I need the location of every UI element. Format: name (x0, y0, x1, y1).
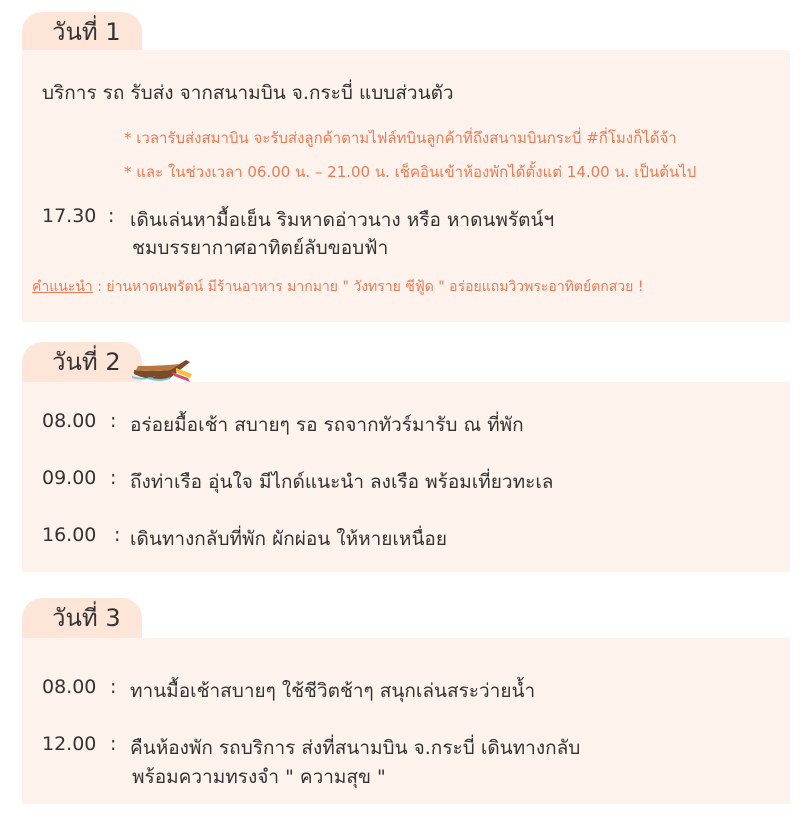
day2-item-2-time: 09.00 (42, 467, 97, 489)
day1-tip-text: : ย่านหาดนพรัตน์ มีร้านอาหาร มากมาย " วังทราย ซีฟู้ด " อร่อยแถมวิวพระอาทิตย์ตกสวย ! (92, 279, 644, 295)
day2-box (22, 382, 790, 572)
day1-tip (32, 276, 643, 298)
day3-item-2-desc: คืนห้องพัก รถบริการ ส่งที่สนามบิน จ.กระบี่ เดินทางกลับ (130, 737, 581, 759)
day2-item-3 (22, 524, 790, 550)
day2-item-1 (22, 410, 790, 436)
day1-note-2: * และ ในช่วงเวลา 06.00 น. – 21.00 น. เช็คอินเข้าห้องพักได้ตั้งแต่ 14.00 น. เป็นต้นไป (124, 163, 697, 181)
day3-item-2-desc2: พร้อมความทรงจำ " ความสุข " (132, 766, 386, 788)
day1-item-1-colon: : (108, 205, 115, 227)
day3-item-2-colon: : (110, 733, 117, 755)
day1-tip-label: คำแนะนำ (32, 279, 93, 295)
day2-item-2-desc: ถึงท่าเรือ อุ่นใจ มีไกด์แนะนำ ลงเรือ พร้อมเที่ยวทะเล (130, 471, 554, 493)
day1-box (22, 50, 790, 322)
day2-item-3-desc: เดินทางกลับที่พัก ผักผ่อน ให้หายเหนื่อย (130, 528, 447, 550)
day2-item-3-time: 16.00 (42, 524, 97, 546)
day2-item-1-time: 08.00 (42, 410, 97, 432)
day3-item-1-colon: : (110, 676, 117, 698)
day2-item-3-colon: : (114, 524, 121, 546)
day1-note-1: * เวลารับส่งสมาบิน จะรับส่งลูกค้าตามไฟล์ทบินลูกค้าที่ถึงสนามบินกระบี่ #กี่โมงก็ได้จ้า (124, 129, 677, 147)
day1-item-1-desc2: ชมบรรยากาศอาทิตย์ลับขอบฟ้า (132, 237, 389, 259)
day2-item-2 (22, 467, 790, 493)
day3-item-1-desc: ทานมื้อเช้าสบายๆ ใช้ชีวิตช้าๆ สนุกเล่นสระว่ายน้ำ (130, 680, 536, 702)
longtail-boat-icon (130, 348, 196, 384)
day1-item-1-desc: เดินเล่นหามื้อเย็น ริมหาดอ่าวนาง หรือ หาดนพรัตน์ฯ (130, 209, 555, 231)
day3-item-1 (22, 676, 790, 702)
day2-item-1-desc: อร่อยมื้อเช้า สบายๆ รอ รถจากทัวร์มารับ ณ ที่พัก (130, 414, 524, 436)
day3-box (22, 638, 790, 804)
day1-item-1 (22, 205, 790, 261)
day3-title: วันที่ 3 (22, 598, 142, 638)
day3-item-1-time: 08.00 (42, 676, 97, 698)
day1-service: บริการ รถ รับส่ง จากสนามบิน จ.กระบี่ แบบส่วนตัว (42, 82, 454, 104)
day3-item-2 (22, 733, 790, 789)
day1-title: วันที่ 1 (22, 12, 142, 52)
day1-item-1-time: 17.30 (42, 205, 97, 227)
day2-title: วันที่ 2 (22, 342, 142, 382)
day2-item-2-colon: : (110, 467, 117, 489)
day2-item-1-colon: : (110, 410, 117, 432)
day3-item-2-time: 12.00 (42, 733, 97, 755)
